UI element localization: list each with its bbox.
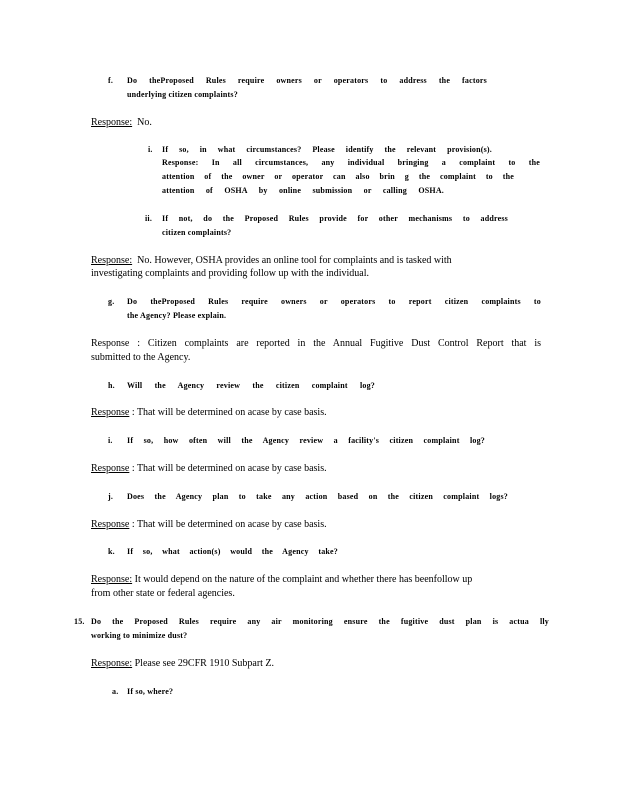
response-text: It would depend on the nature of the complaint and whether there has beenfollow up bbox=[134, 574, 473, 585]
item-i-label: i. bbox=[148, 145, 153, 154]
response-label: Response: bbox=[91, 255, 133, 266]
item-i-response-line1: Response: In all circumstances, any individual bringing a complaint to the bbox=[162, 158, 540, 167]
response-label: Response bbox=[91, 519, 130, 530]
item-g-response-line2: submitted to the Agency. bbox=[91, 352, 191, 363]
item-f-question-line2: underlying citizen complaints? bbox=[127, 90, 238, 99]
item-k-response-line1 bbox=[91, 575, 472, 585]
item-15-label: 15. bbox=[74, 617, 85, 626]
item-h-label: h. bbox=[108, 381, 115, 390]
response-text: No. However, OSHA provides an online tool for complaints and is tasked with bbox=[137, 255, 452, 266]
item-h-response bbox=[91, 408, 327, 418]
item-k-question: If so, what action(s) would the Agency take? bbox=[127, 547, 338, 556]
item-h-question: Will the Agency review the citizen complaint log? bbox=[127, 381, 375, 390]
item-15-question-line2: working to minimize dust? bbox=[91, 631, 188, 640]
item-15-question-line1: Do the Proposed Rules require any air monitoring ensure the fugitive dust plan is actua lly bbox=[91, 617, 549, 626]
item-j-response bbox=[91, 520, 327, 530]
item-ii-response-line2: investigating complaints and providing follow up with the individual. bbox=[91, 268, 370, 279]
item-ii-question-line2: citizen complaints? bbox=[162, 228, 232, 237]
response-text: : That will be determined on acase by case basis. bbox=[131, 463, 327, 474]
item-ii-question-line1: If not, do the Proposed Rules provide for other mechanisms to address bbox=[162, 214, 508, 223]
item-i2-question: If so, how often will the Agency review a facility's citizen complaint log? bbox=[127, 436, 485, 445]
response-label: Response: bbox=[91, 117, 133, 128]
response-label: Response bbox=[91, 463, 130, 474]
response-label: Response bbox=[91, 407, 130, 418]
item-i-response-line3: attention of OSHA by online submission or calling OSHA. bbox=[162, 186, 444, 195]
item-f-question-line1: Do theProposed Rules require owners or operators to address the factors bbox=[127, 76, 487, 85]
item-k-label: k. bbox=[108, 547, 115, 556]
item-a-question: If so, where? bbox=[127, 687, 174, 696]
response-text: Please see 29CFR 1910 Subpart Z. bbox=[134, 658, 275, 669]
response-text: : That will be determined on acase by case basis. bbox=[131, 407, 327, 418]
item-g-question-line2: the Agency? Please explain. bbox=[127, 311, 227, 320]
item-g-question-line1: Do theProposed Rules require owners or operators to report citizen complaints to bbox=[127, 297, 541, 306]
item-k-response-line2: from other state or federal agencies. bbox=[91, 588, 235, 599]
item-a-label: a. bbox=[112, 687, 119, 696]
item-i2-response bbox=[91, 464, 327, 474]
response-text: : That will be determined on acase by case basis. bbox=[131, 519, 327, 530]
response-label: Response: bbox=[91, 574, 133, 585]
item-ii-response-line1 bbox=[91, 256, 452, 266]
item-15-response bbox=[91, 659, 274, 669]
item-g-response-line1: Response : Citizen complaints are reported in the Annual Fugitive Dust Control Report that is bbox=[91, 338, 541, 349]
item-f-response bbox=[91, 118, 152, 128]
item-i-response-line2: attention of the owner or operator can also brin g the complaint to the bbox=[162, 172, 514, 181]
response-text: No. bbox=[137, 117, 152, 128]
item-f-label: f. bbox=[108, 76, 114, 85]
item-g-label: g. bbox=[108, 297, 115, 306]
item-i2-label: i. bbox=[108, 436, 113, 445]
item-ii-label: ii. bbox=[145, 214, 153, 223]
item-j-question: Does the Agency plan to take any action based on the citizen complaint logs? bbox=[127, 492, 508, 501]
item-i-question: If so, in what circumstances? Please identify the relevant provision(s). bbox=[162, 145, 492, 154]
response-label: Response: bbox=[91, 658, 133, 669]
item-j-label: j. bbox=[108, 492, 114, 501]
